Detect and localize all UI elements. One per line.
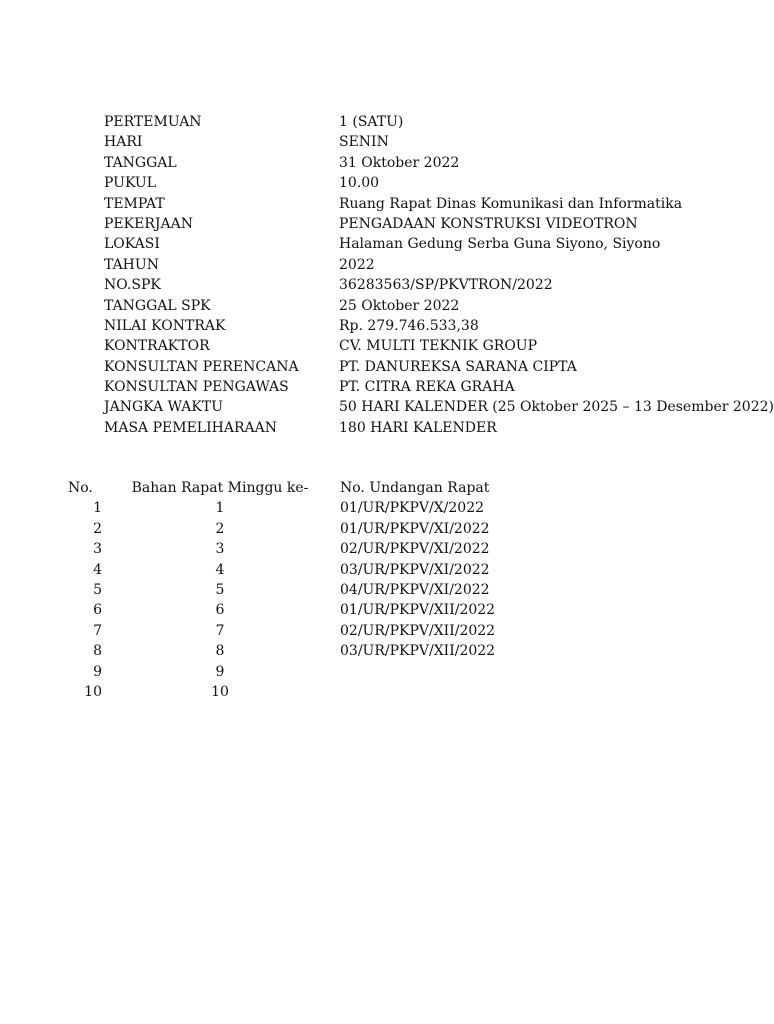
table-row [60, 519, 520, 539]
info-value: Rp. 279.746.533,38 [339, 317, 479, 334]
info-row-pekerjaan [104, 214, 638, 234]
header-no-undangan: No. Undangan Rapat [340, 480, 490, 496]
table-header-row [60, 478, 520, 498]
cell-undangan [338, 682, 340, 702]
info-value: Halaman Gedung Serba Guna Siyono, Siyono [339, 236, 661, 253]
info-label: PEKERJAAN [104, 215, 193, 232]
cell-undangan: 01/UR/PKPV/XI/2022 [340, 520, 490, 537]
cell-undangan: 02/UR/PKPV/XI/2022 [340, 541, 490, 558]
cell-undangan: 03/UR/PKPV/XI/2022 [340, 561, 490, 578]
cell-undangan: 01/UR/PKPV/XII/2022 [340, 602, 496, 619]
cell-no: 6 [93, 602, 102, 619]
info-value: Ruang Rapat Dinas Komunikasi dan Informatika [339, 195, 683, 212]
info-row-masa-pemeliharaan [104, 418, 604, 438]
cell-undangan: 03/UR/PKPV/XII/2022 [340, 643, 496, 660]
info-row-pukul [104, 173, 604, 193]
info-row-tanggal [104, 153, 604, 173]
table-row [60, 662, 520, 682]
info-label: TANGGAL SPK [104, 297, 211, 314]
cell-bahan: 5 [215, 581, 225, 598]
info-label: NILAI KONTRAK [104, 317, 226, 334]
cell-bahan: 1 [215, 500, 225, 517]
info-row-nilai-kontrak [104, 316, 604, 336]
info-label: TEMPAT [104, 195, 165, 212]
info-value: 50 HARI KALENDER (25 Oktober 2025 – 13 Desember 2022) [339, 399, 774, 416]
info-label: KONSULTAN PERENCANA [104, 358, 299, 375]
info-value: 2022 [339, 256, 375, 273]
info-row-tanggal-spk [104, 296, 604, 316]
info-row-konsultan-pengawas [104, 377, 604, 397]
info-row-no-spk [104, 275, 604, 295]
info-label: PUKUL [104, 175, 157, 192]
meeting-schedule-table [60, 478, 520, 702]
cell-no: 5 [93, 581, 102, 598]
info-label: TAHUN [104, 256, 159, 273]
info-label: TANGGAL [104, 154, 177, 171]
cell-bahan: 8 [215, 643, 225, 660]
cell-undangan: 04/UR/PKPV/XI/2022 [340, 581, 490, 598]
info-row-tempat [104, 194, 683, 214]
cell-bahan: 10 [211, 683, 229, 700]
table-row [60, 641, 520, 661]
info-label: NO.SPK [104, 277, 161, 294]
info-value: 36283563/SP/PKVTRON/2022 [339, 277, 553, 294]
cell-bahan: 4 [215, 561, 225, 578]
cell-bahan: 6 [215, 602, 225, 619]
table-row [60, 539, 520, 559]
info-value: 25 Oktober 2022 [339, 297, 460, 314]
table-row [60, 560, 520, 580]
header-bahan-rapat: Bahan Rapat Minggu ke- [131, 480, 309, 496]
info-label: LOKASI [104, 236, 160, 253]
info-row-hari [104, 132, 604, 152]
info-value: PT. CITRA REKA GRAHA [339, 379, 515, 396]
cell-no: 1 [93, 500, 102, 517]
table-row [60, 580, 520, 600]
table-row [60, 621, 520, 641]
cell-bahan: 7 [215, 622, 225, 639]
cell-no: 9 [93, 663, 102, 680]
info-row-konsultan-perencana [104, 357, 604, 377]
cell-no: 4 [93, 561, 102, 578]
cell-no: 10 [84, 683, 102, 700]
info-value: PENGADAAN KONSTRUKSI VIDEOTRON [339, 215, 638, 232]
info-label: KONTRAKTOR [104, 338, 210, 355]
cell-bahan: 9 [215, 663, 225, 680]
cell-bahan: 3 [215, 541, 225, 558]
info-value: 31 Oktober 2022 [339, 154, 460, 171]
info-value: SENIN [339, 134, 389, 151]
cell-bahan: 2 [215, 520, 225, 537]
info-label: PERTEMUAN [104, 114, 202, 130]
table-row [60, 600, 520, 620]
cell-undangan: 01/UR/PKPV/X/2022 [340, 500, 485, 517]
info-row-lokasi [104, 234, 661, 254]
info-value: PT. DANUREKSA SARANA CIPTA [339, 358, 577, 375]
cell-undangan: 02/UR/PKPV/XII/2022 [340, 622, 496, 639]
info-row-tahun [104, 255, 604, 275]
table-row [60, 682, 520, 702]
info-row-jangka-waktu [104, 397, 774, 417]
cell-undangan [338, 662, 340, 682]
info-value: CV. MULTI TEKNIK GROUP [339, 338, 538, 355]
cell-no: 7 [93, 622, 102, 639]
cell-no: 8 [93, 643, 102, 660]
info-label: HARI [104, 134, 143, 151]
info-value: 10.00 [339, 175, 380, 192]
info-label: MASA PEMELIHARAAN [104, 419, 277, 436]
header-no: No. [68, 480, 93, 496]
info-value: 180 HARI KALENDER [339, 419, 497, 436]
cell-no: 3 [93, 541, 102, 558]
meeting-info-block [104, 112, 774, 438]
info-row-pertemuan [104, 112, 604, 132]
info-row-kontraktor [104, 336, 604, 356]
info-label: KONSULTAN PENGAWAS [104, 379, 289, 396]
table-row [60, 498, 520, 518]
cell-no: 2 [93, 520, 102, 537]
info-label: JANGKA WAKTU [104, 399, 224, 416]
info-value: 1 (SATU) [339, 114, 404, 130]
